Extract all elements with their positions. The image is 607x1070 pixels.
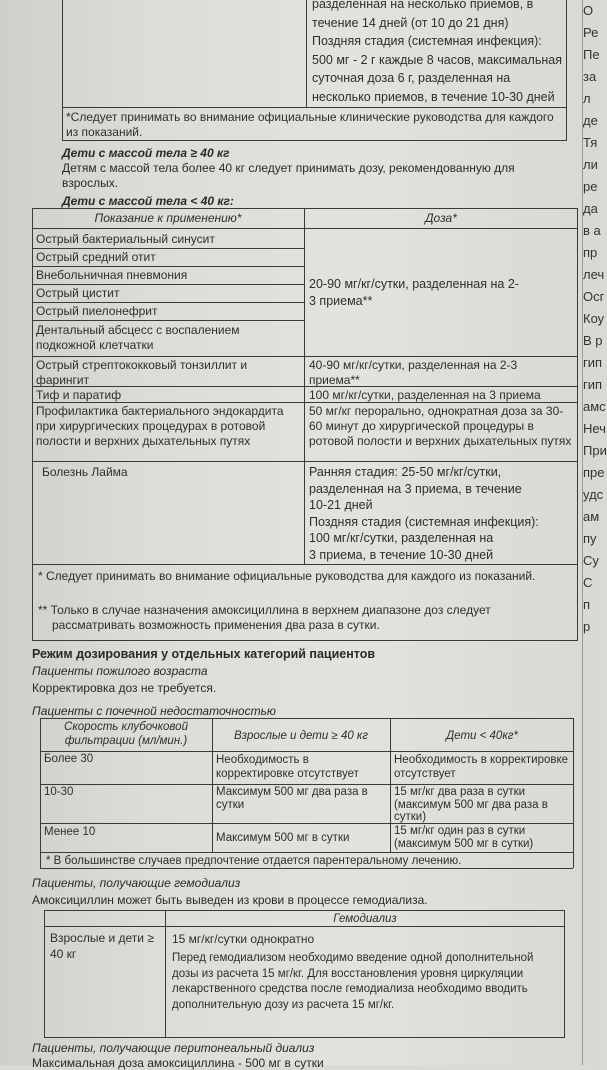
elderly-text: Корректировка доз не требуется. <box>32 681 217 695</box>
table-border <box>32 564 577 565</box>
children-under-40-heading: Дети с массой тела < 40 кг: <box>62 194 234 208</box>
renal-footnote: * В большинстве случаев предпочтение отдается парентеральному лечению. <box>46 855 462 867</box>
table-border <box>573 718 574 868</box>
header-dose: Доза* <box>425 211 457 225</box>
renal-children-row-1: Необходимость в корректировке отсутствует <box>394 754 569 780</box>
table-border <box>62 107 567 108</box>
condition-otitis: Острый средний отит <box>36 250 156 264</box>
condition-cystitis: Острый цистит <box>36 286 120 300</box>
children-over-40-text: Детям с массой тела более 40 кг следует принимать дозу, рекомендованную для взрослых. <box>62 161 515 190</box>
table-border <box>62 0 63 140</box>
table-border <box>32 461 577 462</box>
table-border <box>32 248 304 249</box>
condition-tonsillitis: Острый стрептококковый тонзиллит и фарингит <box>36 358 248 387</box>
top-dose-text: разделенная на несколько приемов, в течение 14 дней (от 10 до 21 дня) Поздняя стадия (системная инфекция): 500 мг - 2 г каждые 8 часов, максимальная суточная доза 6 г, разделенная на несколько приемов, в течение 10-30 дней <box>312 0 562 104</box>
renal-gfr-row-2: 10-30 <box>44 786 74 798</box>
renal-heading: Пациенты с почечной недостаточностью <box>32 704 276 718</box>
renal-adults-row-2: Максимум 500 мг два раза в сутки <box>216 786 368 811</box>
table-border <box>40 852 573 853</box>
table-border <box>62 140 567 141</box>
header-indication: Показание к применению* <box>94 211 242 225</box>
children-footnote-2: ** Только в случае назначения амоксициллина в верхнем диапазоне доз следует рассматривать возможность применения два раза в сутки. <box>38 603 491 632</box>
table-border <box>165 910 166 1038</box>
elderly-heading: Пациенты пожилого возраста <box>32 664 208 678</box>
renal-header-children: Дети < 40кг* <box>446 730 518 742</box>
condition-pneumonia: Внебольничная пневмония <box>36 268 188 282</box>
table-border <box>566 0 567 140</box>
hemodialysis-header: Гемодиализ <box>333 913 397 925</box>
table-border <box>40 718 573 719</box>
table-border <box>32 320 304 321</box>
condition-pyelonephritis: Острый пиелонефрит <box>36 304 158 318</box>
children-over-40-heading: Дети с массой тела ≥ 40 кг <box>62 146 230 160</box>
table-border <box>44 1037 564 1038</box>
table-border <box>577 208 578 640</box>
renal-adults-row-3: Максимум 500 мг в сутки <box>216 832 350 844</box>
top-table-footnote: *Следует принимать во внимание официальные клинические руководства для каждого из показаний. <box>66 110 554 139</box>
table-border <box>32 640 578 641</box>
group1-dose: 20-90 мг/кг/сутки, разделенная на 2-3 приема** <box>309 277 519 308</box>
renal-header-adults: Взрослые и дети ≥ 40 кг <box>233 730 369 742</box>
condition-typhoid: Тиф и паратиф <box>36 388 122 402</box>
condition-endocarditis: Профилактика бактериального эндокардита при хирургических процедурах в ротовой полости и верхних дыхательных путях <box>36 404 284 448</box>
renal-children-row-3: 15 мг/кг один раз в сутки (максимум 500 мг в сутки) <box>394 825 534 850</box>
children-footnote-1: * Следует принимать во внимание официальные руководства для каждого из показаний. <box>38 569 536 583</box>
table-border <box>32 302 304 303</box>
table-border <box>306 0 307 108</box>
table-border <box>212 718 213 852</box>
table-border <box>32 266 304 267</box>
hemodialysis-heading: Пациенты, получающие гемодиализ <box>32 876 241 890</box>
table-border <box>564 910 565 1038</box>
renal-gfr-row-3: Менее 10 <box>44 826 96 838</box>
renal-children-row-2: 15 мг/кг два раза в сутки (максимум 500 мг два раза в сутки) <box>394 786 548 823</box>
table-border <box>44 910 45 1038</box>
peritoneal-heading: Пациенты, получающие перитонеальный диализ <box>32 1041 315 1055</box>
condition-dental-abscess: Дентальный абсцесс с воспалением подкожной клетчатки <box>36 323 240 352</box>
condition-lyme: Болезнь Лайма <box>42 465 128 479</box>
condition-sinusitis: Острый бактериальный синусит <box>36 232 215 246</box>
hemodialysis-text: Амоксициллин может быть выведен из крови в процессе гемодиализа. <box>32 893 428 907</box>
hemodialysis-patient-group: Взрослые и дети ≥ 40 кг <box>50 931 154 961</box>
table-border <box>32 228 577 229</box>
renal-adults-row-1: Необходимость в корректировке отсутствует <box>216 754 359 780</box>
lyme-dose: Ранняя стадия: 25-50 мг/кг/сутки, разделенная на 3 приема, в течение 10-21 дней Поздняя стадия (системная инфекция): 100 мг/кг/сутки, разделенная на 3 приема, в течение 10-30 дней <box>309 465 539 562</box>
endocarditis-dose: 50 мг/кг перорально, однократная доза за 30-60 минут до хирургической процедуры в ротовой полости и верхних дыхательных путях <box>309 404 572 448</box>
table-border <box>32 356 577 357</box>
typhoid-dose: 100 мг/кг/сутки, разделенная на 3 приема <box>309 388 541 402</box>
table-border <box>40 718 41 868</box>
renal-header-gfr: Скорость клубочковой фильтрации (мл/мин.) <box>64 721 188 747</box>
table-border <box>32 208 33 640</box>
peritoneal-text: Максимальная доза амоксициллина - 500 мг в сутки <box>32 1056 324 1070</box>
table-border <box>44 910 564 911</box>
hemodialysis-dose-text: Перед гемодиализом необходимо введение одной дополнительной дозы из расчета 15 мг/кг. Для восстановления уровня циркуляции лекарственного средства после гемодиализа необходимо вводить дополнительную дозу из расчета 15 мг/кг. <box>172 952 534 1011</box>
tonsillitis-dose: 40-90 мг/кг/сутки, разделенная на 2-3 приема** <box>309 358 518 387</box>
adjacent-column-fragment: О Ре Пе за л де Тя ли ре да в а пр леч Осг Коу В р гип гип амс Неч При пре удс ам пу Су С п р <box>582 0 601 1065</box>
table-border <box>32 284 304 285</box>
special-categories-heading: Режим дозирования у отдельных категорий пациентов <box>32 647 376 661</box>
renal-gfr-row-1: Более 30 <box>44 753 94 765</box>
hemodialysis-dose-1: 15 мг/кг/сутки однократно <box>172 932 315 946</box>
table-border <box>390 718 391 852</box>
